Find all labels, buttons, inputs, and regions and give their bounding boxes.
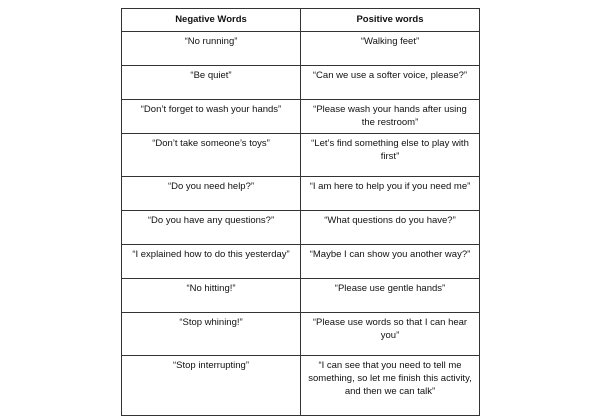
positive-cell: “Please wash your hands after using the restroom” (301, 100, 480, 134)
positive-cell: “What questions do you have?” (301, 211, 480, 245)
table-row (122, 32, 480, 66)
table-row (122, 245, 480, 279)
table-row (122, 134, 480, 177)
positive-cell: “Maybe I can show you another way?” (301, 245, 480, 279)
table-row (122, 356, 480, 416)
positive-cell: “I am here to help you if you need me” (301, 177, 480, 211)
negative-cell: “Be quiet” (122, 66, 301, 100)
header-negative-words: Negative Words (122, 9, 301, 32)
table-row (122, 66, 480, 100)
negative-positive-words-table (121, 8, 480, 416)
negative-cell: “Don’t forget to wash your hands” (122, 100, 301, 134)
positive-cell: “Please use words so that I can hear you” (301, 313, 480, 356)
negative-cell: “Stop whining!” (122, 313, 301, 356)
negative-cell: “No running” (122, 32, 301, 66)
positive-cell: “I can see that you need to tell me something, so let me finish this activity, and then we can talk” (301, 356, 480, 416)
table-row (122, 211, 480, 245)
table-row (122, 279, 480, 313)
positive-cell: “Please use gentle hands” (301, 279, 480, 313)
table-row (122, 100, 480, 134)
table-header-row (122, 9, 480, 32)
negative-cell: “Don’t take someone’s toys” (122, 134, 301, 177)
header-positive-words: Positive words (301, 9, 480, 32)
positive-cell: “Let’s find something else to play with first” (301, 134, 480, 177)
positive-cell: “Can we use a softer voice, please?” (301, 66, 480, 100)
negative-cell: “I explained how to do this yesterday” (122, 245, 301, 279)
negative-cell: “No hitting!” (122, 279, 301, 313)
positive-cell: “Walking feet” (301, 32, 480, 66)
negative-cell: “Do you have any questions?” (122, 211, 301, 245)
negative-cell: “Stop interrupting” (122, 356, 301, 416)
table-row (122, 313, 480, 356)
table-row (122, 177, 480, 211)
negative-cell: “Do you need help?” (122, 177, 301, 211)
words-table-container (121, 8, 479, 416)
